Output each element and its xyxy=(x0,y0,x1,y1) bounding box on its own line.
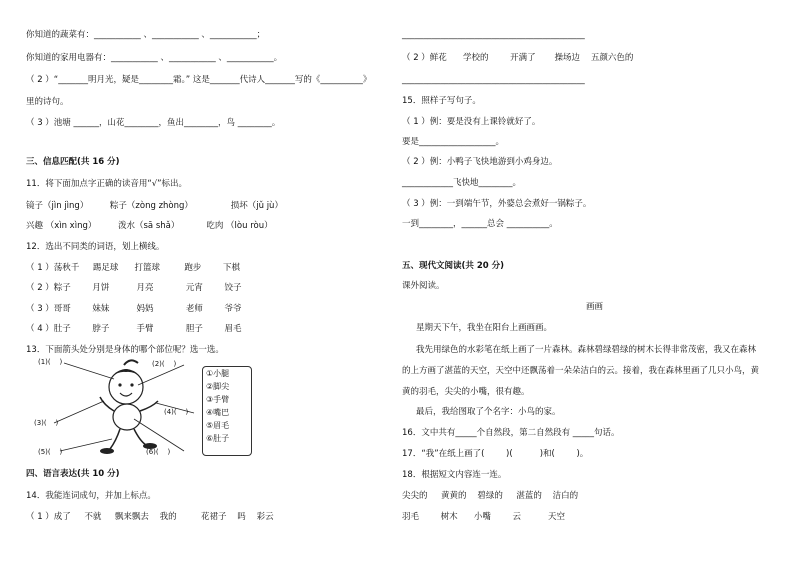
story-paragraph-2-line2: 的上方画了湛蓝的天空，天空中还飘荡着一朵朵洁白的云。接着，我在森林里画了几只小鸟，黄 xyxy=(402,366,760,376)
question-18: 18．根据短文内容连一连。 xyxy=(402,470,507,480)
option-6: ⑥肚子 xyxy=(206,434,230,443)
question-17: 17．“我”在纸上画了( )( )和( )。 xyxy=(402,449,589,459)
question-15-3-answer: 一到________，______总会 __________。 xyxy=(402,219,558,229)
figure-mark-4: (4)( ) xyxy=(164,408,189,416)
option-3: ③手臂 xyxy=(206,395,230,404)
question-15-2-answer: ____________飞快地________。 xyxy=(402,178,522,188)
question-2-line1: （ 2 ）“_______明月光，疑是________霜。” 这是_______代诗人_______写的《__________》 xyxy=(26,75,372,85)
question-11-row1: 镜子（jìn jìng） 粽子（zòng zhòng） 损坏（jǔ jù） xyxy=(26,201,283,211)
section-4-heading: 四、语言表达(共 10 分) xyxy=(26,469,120,479)
question-3: （ 3 ）池塘 ______，山花________，鱼出________，鸟 ________。 xyxy=(26,118,281,128)
figure-mark-5: (5)( ) xyxy=(38,448,63,456)
question-12: 12．选出不同类的词语，划上横线。 xyxy=(26,242,165,252)
section-5-heading: 五、现代文阅读(共 20 分) xyxy=(402,261,505,271)
question-15: 15．照样子写句子。 xyxy=(402,96,481,106)
question-18-adjectives: 尖尖的 黄黄的 碧绿的 湛蓝的 洁白的 xyxy=(402,491,579,501)
question-15-2: （ 2 ）例：小鸭子飞快地游到小鸡身边。 xyxy=(402,157,558,167)
question-2-line2: 里的诗句。 xyxy=(26,97,69,107)
option-1: ①小腿 xyxy=(206,369,230,378)
figure-mark-3: (3)( ) xyxy=(34,419,59,427)
option-5: ⑤眉毛 xyxy=(206,421,230,430)
section-3-heading: 三、信息匹配(共 16 分) xyxy=(26,157,120,167)
story-paragraph-3: 最后，我给图取了个名字：小鸟的家。 xyxy=(416,407,561,417)
question-11: 11．将下面加点字正确的读音用“√”标出。 xyxy=(26,179,188,189)
story-paragraph-2-line1: 我先用绿色的水彩笔在纸上画了一片森林。森林碧绿碧绿的树木长得非常茂密，我又在森林 xyxy=(416,345,757,355)
story-paragraph-2-line3: 黄的羽毛，尖尖的小嘴，很有趣。 xyxy=(402,387,530,397)
question-14: 14．我能连词成句，并加上标点。 xyxy=(26,491,156,501)
option-4: ④嘴巴 xyxy=(206,408,230,417)
question-12-row2: （ 2 ）粽子 月饼 月亮 元宵 饺子 xyxy=(26,283,242,293)
question-11-row2: 兴趣 （xìn xìng） 泼水（sā shǎ） 吃肉 （lòu ròu） xyxy=(26,221,273,231)
question-14-2: （ 2 ）鲜花 学校的 开满了 操场边 五颜六色的 xyxy=(402,53,634,63)
story-paragraph-1: 星期天下午，我坐在阳台上画画画。 xyxy=(416,323,553,333)
question-12-row1: （ 1 ）荡秋千 踢足球 打篮球 跑步 下棋 xyxy=(26,263,240,273)
story-title: 画画 xyxy=(586,302,604,312)
question-16: 16．文中共有_____个自然段，第二自然段有 _____句话。 xyxy=(402,428,620,438)
question-15-3: （ 3 ）例：一到端午节，外婆总会煮好一锅粽子。 xyxy=(402,199,592,209)
body-part-options-box xyxy=(202,366,252,456)
question-12-row4: （ 4 ）肚子 脖子 手臂 胆子 眉毛 xyxy=(26,324,242,334)
question-18-nouns: 羽毛 树木 小嘴 云 天空 xyxy=(402,512,565,522)
answer-line-top: ___________________________________________ xyxy=(402,30,585,40)
answer-line-mid: ___________________________________________ xyxy=(402,75,585,85)
option-2: ②脚尖 xyxy=(206,382,230,391)
reading-label: 课外阅读。 xyxy=(402,281,445,291)
question-15-1-answer: 要是__________________。 xyxy=(402,137,505,147)
question-13: 13．下面箭头处分别是身体的哪个部位呢？选一选。 xyxy=(26,345,224,355)
figure-mark-6: (6)( ) xyxy=(146,448,171,456)
question-14-1: （ 1 ）成了 不就 飘来飘去 我的 花裙子 吗 彩云 xyxy=(26,512,274,522)
figure-mark-1: (1)( ) xyxy=(38,358,63,366)
question-vegetables: 你知道的蔬菜有：___________ 、___________ 、___________； xyxy=(26,30,266,40)
question-12-row3: （ 3 ）哥哥 妹妹 妈妈 老师 爷爷 xyxy=(26,304,242,314)
question-15-1: （ 1 ）例：要是没有上课铃就好了。 xyxy=(402,117,541,127)
figure-mark-2: (2)( ) xyxy=(152,360,177,368)
question-appliances: 你知道的家用电器有：___________ 、___________ 、___________。 xyxy=(26,53,283,63)
